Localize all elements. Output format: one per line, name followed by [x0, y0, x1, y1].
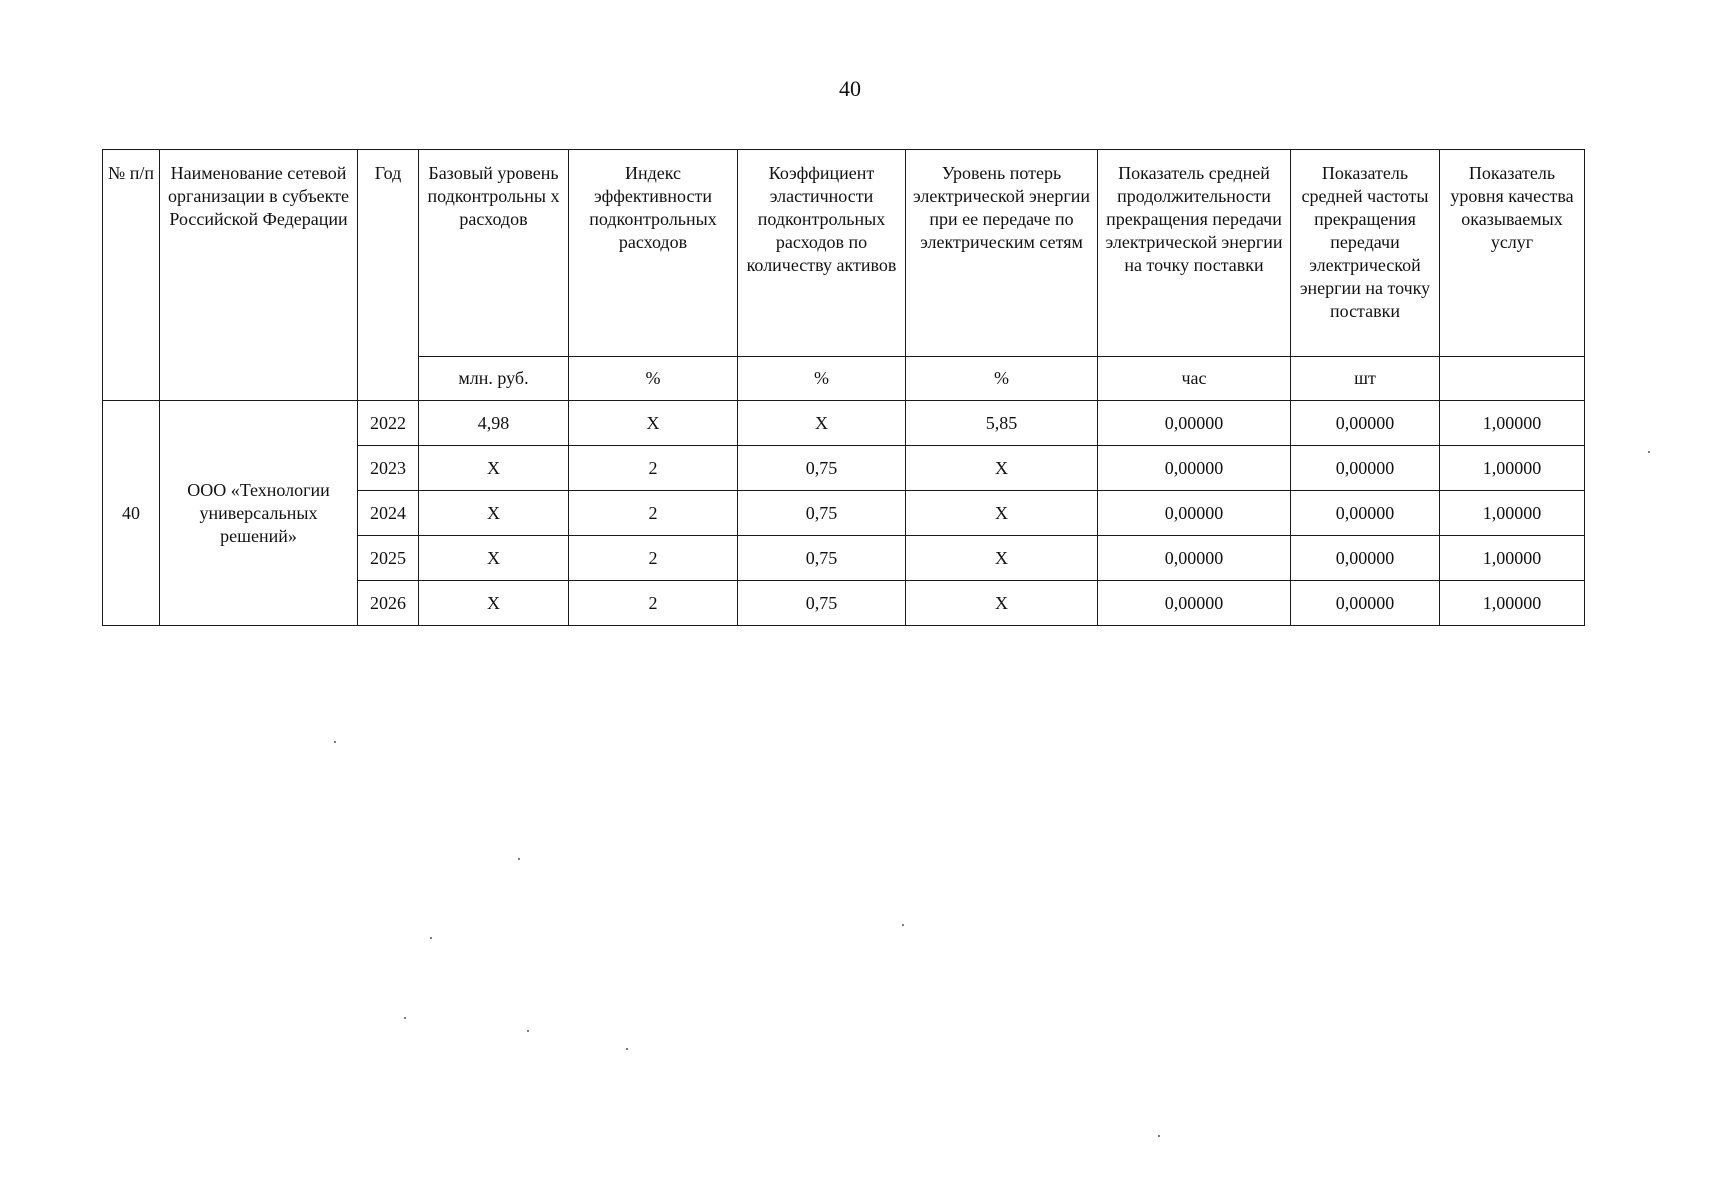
base-level-cell: X	[419, 536, 569, 581]
scan-speck	[527, 1030, 529, 1032]
header-avg-frequency: Показатель средней частоты прекращения передачи электрической энергии на точку поставки	[1291, 150, 1440, 357]
scan-speck	[902, 924, 904, 926]
efficiency-index-cell: 2	[569, 581, 738, 626]
loss-level-cell: X	[906, 536, 1098, 581]
header-base-level: Базовый уровень подконтрольны х расходов	[419, 150, 569, 357]
quality-level-cell: 1,00000	[1440, 446, 1585, 491]
year-cell: 2025	[358, 536, 419, 581]
avg-frequency-cell: 0,00000	[1291, 446, 1440, 491]
header-year: Год	[358, 150, 419, 401]
base-level-cell: X	[419, 491, 569, 536]
org-num-cell: 40	[103, 401, 160, 626]
quality-level-cell: 1,00000	[1440, 491, 1585, 536]
quality-level-cell: 1,00000	[1440, 536, 1585, 581]
avg-frequency-cell: 0,00000	[1291, 536, 1440, 581]
unit-avg-duration: час	[1098, 357, 1291, 401]
efficiency-index-cell: 2	[569, 536, 738, 581]
scan-speck	[430, 937, 432, 939]
loss-level-cell: 5,85	[906, 401, 1098, 446]
base-level-cell: X	[419, 581, 569, 626]
year-cell: 2026	[358, 581, 419, 626]
base-level-cell: X	[419, 446, 569, 491]
header-avg-duration: Показатель средней продолжительности прекращения передачи электрической энергии на точку поставки	[1098, 150, 1291, 357]
avg-duration-cell: 0,00000	[1098, 491, 1291, 536]
loss-level-cell: X	[906, 446, 1098, 491]
elasticity-coef-cell: 0,75	[738, 581, 906, 626]
loss-level-cell: X	[906, 491, 1098, 536]
unit-elasticity-coef: %	[738, 357, 906, 401]
avg-frequency-cell: 0,00000	[1291, 491, 1440, 536]
quality-level-cell: 1,00000	[1440, 581, 1585, 626]
unit-loss-level: %	[906, 357, 1098, 401]
page-number: 40	[839, 76, 861, 101]
avg-duration-cell: 0,00000	[1098, 581, 1291, 626]
scan-speck	[404, 1017, 406, 1019]
unit-avg-frequency: шт	[1291, 357, 1440, 401]
avg-frequency-cell: 0,00000	[1291, 581, 1440, 626]
header-org-name: Наименование сетевой организации в субъекте Российской Федерации	[160, 150, 358, 401]
loss-level-cell: X	[906, 581, 1098, 626]
efficiency-index-cell: 2	[569, 491, 738, 536]
header-num: № п/п	[103, 150, 160, 401]
scan-speck	[1648, 451, 1650, 453]
avg-duration-cell: 0,00000	[1098, 401, 1291, 446]
scan-speck	[334, 741, 336, 743]
header-loss-level: Уровень потерь электрической энергии при ее передаче по электрическим сетям	[906, 150, 1098, 357]
avg-duration-cell: 0,00000	[1098, 446, 1291, 491]
year-cell: 2024	[358, 491, 419, 536]
unit-quality-level	[1440, 357, 1585, 401]
elasticity-coef-cell: 0,75	[738, 446, 906, 491]
tariff-indicators-table	[102, 149, 1585, 626]
quality-level-cell: 1,00000	[1440, 401, 1585, 446]
elasticity-coef-cell: 0,75	[738, 491, 906, 536]
year-cell: 2022	[358, 401, 419, 446]
header-efficiency-index: Индекс эффективности подконтрольных расходов	[569, 150, 738, 357]
table-row	[103, 401, 1585, 446]
elasticity-coef-cell: X	[738, 401, 906, 446]
header-quality-level: Показатель уровня качества оказываемых услуг	[1440, 150, 1585, 357]
header-elasticity-coef: Коэффициент эластичности подконтрольных расходов по количеству активов	[738, 150, 906, 357]
unit-efficiency-index: %	[569, 357, 738, 401]
scan-speck	[626, 1048, 628, 1050]
elasticity-coef-cell: 0,75	[738, 536, 906, 581]
efficiency-index-cell: X	[569, 401, 738, 446]
avg-frequency-cell: 0,00000	[1291, 401, 1440, 446]
unit-base-level: млн. руб.	[419, 357, 569, 401]
avg-duration-cell: 0,00000	[1098, 536, 1291, 581]
header-row	[103, 150, 1585, 357]
base-level-cell: 4,98	[419, 401, 569, 446]
scan-speck	[518, 858, 520, 860]
org-name-cell: ООО «Технологии универсальных решений»	[160, 401, 358, 626]
efficiency-index-cell: 2	[569, 446, 738, 491]
year-cell: 2023	[358, 446, 419, 491]
scan-speck	[1158, 1135, 1160, 1137]
